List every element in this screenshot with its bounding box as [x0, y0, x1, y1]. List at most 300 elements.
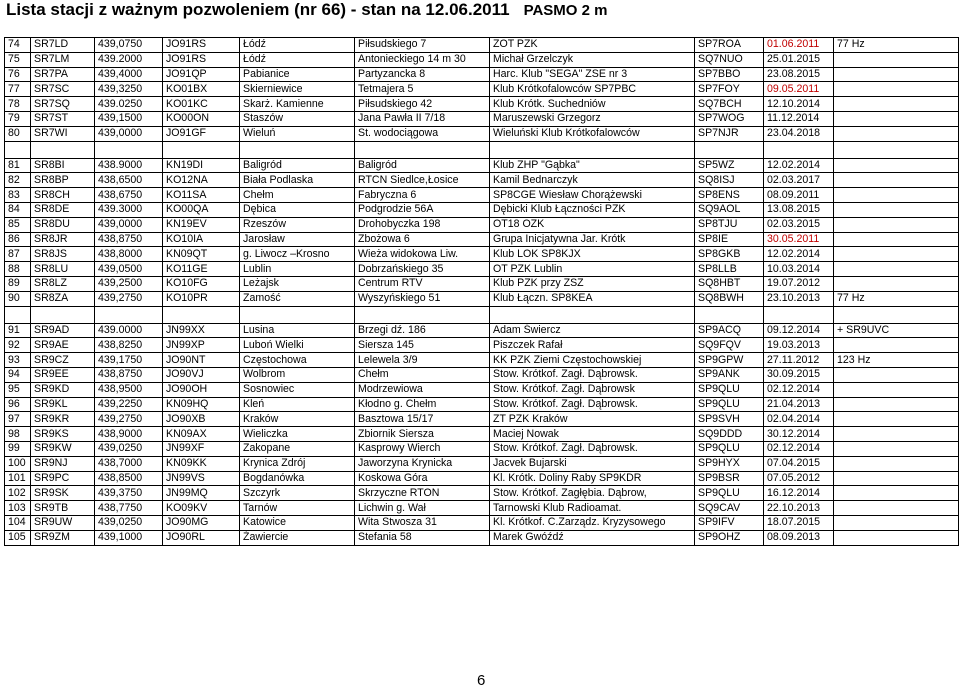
table-row [5, 173, 959, 188]
frequency: 439,0750 [95, 38, 163, 53]
remarks [834, 82, 959, 97]
permit-date: 08.09.2013 [764, 530, 834, 545]
operator-callsign: SP7NJR [695, 126, 764, 141]
qth-location: Stefania 58 [355, 530, 490, 545]
station-callsign: SR8ZA [31, 291, 95, 306]
locator: JO90OH [163, 382, 240, 397]
row-number: 84 [5, 202, 31, 217]
operator-callsign: SP9OHZ [695, 530, 764, 545]
qth-location: Jaworzyna Krynicka [355, 456, 490, 471]
frequency: 438,7000 [95, 456, 163, 471]
city: Wieliczka [240, 427, 355, 442]
row-number: 105 [5, 530, 31, 545]
row-number: 74 [5, 38, 31, 53]
station-callsign: SR9TB [31, 501, 95, 516]
city: Częstochowa [240, 353, 355, 368]
permit-date: 30.09.2015 [764, 367, 834, 382]
owner: Stow. Krótkof. Zagł. Dąbrowsk. [490, 441, 695, 456]
station-callsign: SR9CZ [31, 353, 95, 368]
table-row [5, 262, 959, 277]
table-row [5, 202, 959, 217]
qth-location: Kłodno g. Chełm [355, 397, 490, 412]
station-callsign: SR9PC [31, 471, 95, 486]
frequency: 438.9000 [95, 158, 163, 173]
qth-location: Piłsudskiego 7 [355, 38, 490, 53]
row-number: 82 [5, 173, 31, 188]
operator-callsign: SP9HYX [695, 456, 764, 471]
locator: JO90XB [163, 412, 240, 427]
frequency: 439,2500 [95, 276, 163, 291]
locator: KN09QT [163, 247, 240, 262]
station-callsign: SR9KS [31, 427, 95, 442]
table-row [5, 323, 959, 338]
permit-date: 30.05.2011 [764, 232, 834, 247]
frequency: 439,4000 [95, 67, 163, 82]
row-number: 76 [5, 67, 31, 82]
city: Staszów [240, 111, 355, 126]
frequency: 439.3000 [95, 202, 163, 217]
station-callsign: SR8JR [31, 232, 95, 247]
city: Pabianice [240, 67, 355, 82]
row-number: 99 [5, 441, 31, 456]
owner: Klub PZK przy ZSZ [490, 276, 695, 291]
permit-date [764, 306, 834, 323]
remarks [834, 397, 959, 412]
row-number: 88 [5, 262, 31, 277]
city: Kraków [240, 412, 355, 427]
frequency [95, 306, 163, 323]
remarks [834, 126, 959, 141]
table-row [5, 338, 959, 353]
table-row [5, 67, 959, 82]
permit-date: 07.05.2012 [764, 471, 834, 486]
operator-callsign: SP7ROA [695, 38, 764, 53]
operator-callsign: SP9SVH [695, 412, 764, 427]
station-callsign [31, 306, 95, 323]
qth-location: Zbożowa 6 [355, 232, 490, 247]
owner [490, 141, 695, 158]
remarks [834, 456, 959, 471]
owner: KK PZK Ziemi Częstochowskiej [490, 353, 695, 368]
permit-date [764, 141, 834, 158]
row-number: 95 [5, 382, 31, 397]
row-number [5, 306, 31, 323]
locator: JO90VJ [163, 367, 240, 382]
qth-location: Jana Pawła II 7/18 [355, 111, 490, 126]
table-row [5, 515, 959, 530]
table-row [5, 441, 959, 456]
frequency: 438,8250 [95, 338, 163, 353]
operator-callsign: SP9ANK [695, 367, 764, 382]
locator: JO90RL [163, 530, 240, 545]
qth-location: Lichwin g. Wał [355, 501, 490, 516]
city: Wolbrom [240, 367, 355, 382]
frequency: 438,6500 [95, 173, 163, 188]
owner: Harc. Klub "SEGA" ZSE nr 3 [490, 67, 695, 82]
table-row [5, 111, 959, 126]
station-callsign: SR9AD [31, 323, 95, 338]
row-number: 77 [5, 82, 31, 97]
frequency: 438,8000 [95, 247, 163, 262]
frequency: 439,2750 [95, 291, 163, 306]
table-row [5, 530, 959, 545]
station-table [4, 37, 959, 546]
frequency [95, 141, 163, 158]
operator-callsign: SP9QLU [695, 441, 764, 456]
locator: KO11GE [163, 262, 240, 277]
operator-callsign: SP9QLU [695, 382, 764, 397]
frequency: 439,0250 [95, 515, 163, 530]
remarks [834, 217, 959, 232]
owner: Maruszewski Grzegorz [490, 111, 695, 126]
remarks [834, 412, 959, 427]
locator [163, 306, 240, 323]
row-number: 102 [5, 486, 31, 501]
permit-date: 02.12.2014 [764, 441, 834, 456]
city: Łódź [240, 52, 355, 67]
locator: KO10IA [163, 232, 240, 247]
locator: KN19EV [163, 217, 240, 232]
remarks [834, 52, 959, 67]
frequency: 439.0250 [95, 97, 163, 112]
remarks [834, 501, 959, 516]
city: Kleń [240, 397, 355, 412]
owner: Klub ZHP "Gąbka" [490, 158, 695, 173]
operator-callsign: SP7FOY [695, 82, 764, 97]
city: Wieluń [240, 126, 355, 141]
remarks [834, 515, 959, 530]
locator: JO91GF [163, 126, 240, 141]
city: Sosnowiec [240, 382, 355, 397]
owner: Kamil Bednarczyk [490, 173, 695, 188]
remarks [834, 262, 959, 277]
owner: Jacvek Bujarski [490, 456, 695, 471]
operator-callsign: SP9GPW [695, 353, 764, 368]
permit-date: 08.09.2011 [764, 188, 834, 203]
row-number: 93 [5, 353, 31, 368]
qth-location: Lelewela 3/9 [355, 353, 490, 368]
table-row [5, 188, 959, 203]
locator: JO91RS [163, 38, 240, 53]
row-number: 101 [5, 471, 31, 486]
owner: OT18 OZK [490, 217, 695, 232]
owner: ZT PZK Kraków [490, 412, 695, 427]
permit-date: 01.06.2011 [764, 38, 834, 53]
operator-callsign: SQ7BCH [695, 97, 764, 112]
operator-callsign: SP7BBO [695, 67, 764, 82]
locator: KN19DI [163, 158, 240, 173]
permit-date: 02.12.2014 [764, 382, 834, 397]
operator-callsign: SQ9AOL [695, 202, 764, 217]
owner [490, 306, 695, 323]
table-row [5, 382, 959, 397]
operator-callsign: SP8IE [695, 232, 764, 247]
row-number: 75 [5, 52, 31, 67]
owner: ZOT PZK [490, 38, 695, 53]
city: Rzeszów [240, 217, 355, 232]
operator-callsign: SP9IFV [695, 515, 764, 530]
qth-location: Kasprowy Wierch [355, 441, 490, 456]
locator: KN09AX [163, 427, 240, 442]
qth-location: Chełm [355, 367, 490, 382]
qth-location [355, 306, 490, 323]
table-row [5, 471, 959, 486]
row-number: 94 [5, 367, 31, 382]
locator: JN99XF [163, 441, 240, 456]
table-row [5, 456, 959, 471]
permit-date: 30.12.2014 [764, 427, 834, 442]
operator-callsign: SQ8BWH [695, 291, 764, 306]
remarks [834, 338, 959, 353]
city: Zakopane [240, 441, 355, 456]
operator-callsign: SP9ACQ [695, 323, 764, 338]
remarks [834, 202, 959, 217]
permit-date: 19.07.2012 [764, 276, 834, 291]
owner: Dębicki Klub Łączności PZK [490, 202, 695, 217]
qth-location: Podgrodzie 56A [355, 202, 490, 217]
owner: Kl. Krótkof. C.Zarządz. Kryzysowego [490, 515, 695, 530]
station-callsign: SR7LM [31, 52, 95, 67]
permit-date: 02.03.2015 [764, 217, 834, 232]
station-callsign: SR9KR [31, 412, 95, 427]
owner: Stow. Krótkof. Zagł. Dąbrowsk. [490, 397, 695, 412]
station-callsign: SR8BP [31, 173, 95, 188]
remarks [834, 471, 959, 486]
city: g. Liwocz –Krosno [240, 247, 355, 262]
operator-callsign: SP8GKB [695, 247, 764, 262]
permit-date: 18.07.2015 [764, 515, 834, 530]
locator: JO91QP [163, 67, 240, 82]
locator: KN09KK [163, 456, 240, 471]
station-callsign: SR8LZ [31, 276, 95, 291]
city [240, 141, 355, 158]
owner: Klub Krótk. Suchedniów [490, 97, 695, 112]
remarks [834, 367, 959, 382]
row-number: 81 [5, 158, 31, 173]
city: Tarnów [240, 501, 355, 516]
permit-date: 12.02.2014 [764, 158, 834, 173]
permit-date: 23.08.2015 [764, 67, 834, 82]
station-callsign: SR9KL [31, 397, 95, 412]
owner: Adam Świercz [490, 323, 695, 338]
qth-location: Centrum RTV [355, 276, 490, 291]
city: Baligród [240, 158, 355, 173]
owner: Wieluński Klub Krótkofalowców [490, 126, 695, 141]
remarks [834, 441, 959, 456]
owner: Klub LOK SP8KJX [490, 247, 695, 262]
permit-date: 11.12.2014 [764, 111, 834, 126]
remarks [834, 67, 959, 82]
owner: Maciej Nowak [490, 427, 695, 442]
frequency: 439.0000 [95, 323, 163, 338]
remarks: + SR9UVC [834, 323, 959, 338]
station-callsign: SR9SK [31, 486, 95, 501]
remarks [834, 247, 959, 262]
station-callsign: SR9EE [31, 367, 95, 382]
permit-date: 09.05.2011 [764, 82, 834, 97]
permit-date: 21.04.2013 [764, 397, 834, 412]
row-number: 78 [5, 97, 31, 112]
permit-date: 16.12.2014 [764, 486, 834, 501]
owner: Michał Grzelczyk [490, 52, 695, 67]
remarks [834, 486, 959, 501]
owner: Grupa Inicjatywna Jar. Krótk [490, 232, 695, 247]
frequency: 438,9500 [95, 382, 163, 397]
station-callsign: SR8LU [31, 262, 95, 277]
remarks [834, 188, 959, 203]
station-callsign: SR7SC [31, 82, 95, 97]
row-number: 83 [5, 188, 31, 203]
table-row [5, 501, 959, 516]
qth-location: Wita Stwosza 31 [355, 515, 490, 530]
row-number: 96 [5, 397, 31, 412]
city: Skierniewice [240, 82, 355, 97]
station-callsign: SR7LD [31, 38, 95, 53]
frequency: 439,2250 [95, 397, 163, 412]
row-number: 79 [5, 111, 31, 126]
frequency: 438,7750 [95, 501, 163, 516]
frequency: 439,1500 [95, 111, 163, 126]
qth-location: Piłsudskiego 42 [355, 97, 490, 112]
operator-callsign: SP8TJU [695, 217, 764, 232]
table-row [5, 82, 959, 97]
city: Łódź [240, 38, 355, 53]
city [240, 306, 355, 323]
city: Biała Podlaska [240, 173, 355, 188]
row-number: 89 [5, 276, 31, 291]
operator-callsign: SQ8ISJ [695, 173, 764, 188]
table-row [5, 158, 959, 173]
owner: Kl. Krótk. Doliny Raby SP9KDR [490, 471, 695, 486]
frequency: 439,1000 [95, 530, 163, 545]
remarks [834, 97, 959, 112]
page-number: 6 [477, 672, 486, 689]
owner: Klub Łączn. SP8KEA [490, 291, 695, 306]
station-callsign: SR8DU [31, 217, 95, 232]
station-callsign: SR8BI [31, 158, 95, 173]
frequency: 438,6750 [95, 188, 163, 203]
station-callsign: SR9AE [31, 338, 95, 353]
qth-location: Baligród [355, 158, 490, 173]
station-callsign: SR8CH [31, 188, 95, 203]
row-number: 80 [5, 126, 31, 141]
row-number: 103 [5, 501, 31, 516]
permit-date: 02.03.2017 [764, 173, 834, 188]
row-number: 98 [5, 427, 31, 442]
permit-date: 25.01.2015 [764, 52, 834, 67]
operator-callsign: SP9QLU [695, 397, 764, 412]
locator: KO00ON [163, 111, 240, 126]
frequency: 438,8500 [95, 471, 163, 486]
permit-date: 12.10.2014 [764, 97, 834, 112]
row-number: 85 [5, 217, 31, 232]
frequency: 439,0250 [95, 441, 163, 456]
section-spacer-row [5, 306, 959, 323]
frequency: 438,8750 [95, 232, 163, 247]
station-callsign: SR7WI [31, 126, 95, 141]
remarks [834, 382, 959, 397]
operator-callsign: SQ9CAV [695, 501, 764, 516]
row-number [5, 141, 31, 158]
frequency: 439,0500 [95, 262, 163, 277]
operator-callsign: SP5WZ [695, 158, 764, 173]
table-row [5, 353, 959, 368]
station-callsign: SR9KD [31, 382, 95, 397]
city: Zamość [240, 291, 355, 306]
owner: Klub Krótkofalowców SP7PBC [490, 82, 695, 97]
city: Skarż. Kamienne [240, 97, 355, 112]
remarks [834, 276, 959, 291]
station-callsign: SR9ZM [31, 530, 95, 545]
table-row [5, 291, 959, 306]
permit-date: 13.08.2015 [764, 202, 834, 217]
owner: Marek Gwóźdź [490, 530, 695, 545]
locator: KO12NA [163, 173, 240, 188]
station-callsign [31, 141, 95, 158]
permit-date: 02.04.2014 [764, 412, 834, 427]
remarks: 77 Hz [834, 38, 959, 53]
operator-callsign: SP7WOG [695, 111, 764, 126]
qth-location: Dobrzańskiego 35 [355, 262, 490, 277]
operator-callsign: SP8LLB [695, 262, 764, 277]
qth-location: Skrzyczne RTON [355, 486, 490, 501]
locator: KO01KC [163, 97, 240, 112]
permit-date: 22.10.2013 [764, 501, 834, 516]
city: Lusina [240, 323, 355, 338]
qth-location: St. wodociągowa [355, 126, 490, 141]
permit-date: 19.03.2013 [764, 338, 834, 353]
table-row [5, 276, 959, 291]
remarks [834, 427, 959, 442]
qth-location: Brzegi dź. 186 [355, 323, 490, 338]
locator [163, 141, 240, 158]
station-callsign: SR7ST [31, 111, 95, 126]
frequency: 439.2000 [95, 52, 163, 67]
qth-location: Fabryczna 6 [355, 188, 490, 203]
list-title: Lista stacji z ważnym pozwoleniem (nr 66) - stan na 12.06.2011 [6, 0, 510, 19]
qth-location: Basztowa 15/17 [355, 412, 490, 427]
qth-location: Modrzewiowa [355, 382, 490, 397]
frequency: 439,0000 [95, 126, 163, 141]
qth-location: Wieża widokowa Liw. [355, 247, 490, 262]
remarks: 77 Hz [834, 291, 959, 306]
operator-callsign [695, 141, 764, 158]
table-row [5, 38, 959, 53]
permit-date: 12.02.2014 [764, 247, 834, 262]
qth-location: Zbiornik Siersza [355, 427, 490, 442]
operator-callsign: SQ8HBT [695, 276, 764, 291]
operator-callsign: SP8ENS [695, 188, 764, 203]
qth-location: RTCN Siedlce,Łosice [355, 173, 490, 188]
locator: KO01BX [163, 82, 240, 97]
row-number: 87 [5, 247, 31, 262]
permit-date: 23.04.2018 [764, 126, 834, 141]
locator: KN09HQ [163, 397, 240, 412]
city: Żawiercie [240, 530, 355, 545]
station-callsign: SR7SQ [31, 97, 95, 112]
city: Chełm [240, 188, 355, 203]
locator: JN99XP [163, 338, 240, 353]
locator: KO11SA [163, 188, 240, 203]
permit-date: 27.11.2012 [764, 353, 834, 368]
owner: SP8CGE Wiesław Chorążewski [490, 188, 695, 203]
table-row [5, 217, 959, 232]
station-callsign: SR9KW [31, 441, 95, 456]
qth-location: Partyzancka 8 [355, 67, 490, 82]
operator-callsign: SP9BSR [695, 471, 764, 486]
row-number: 97 [5, 412, 31, 427]
row-number: 90 [5, 291, 31, 306]
